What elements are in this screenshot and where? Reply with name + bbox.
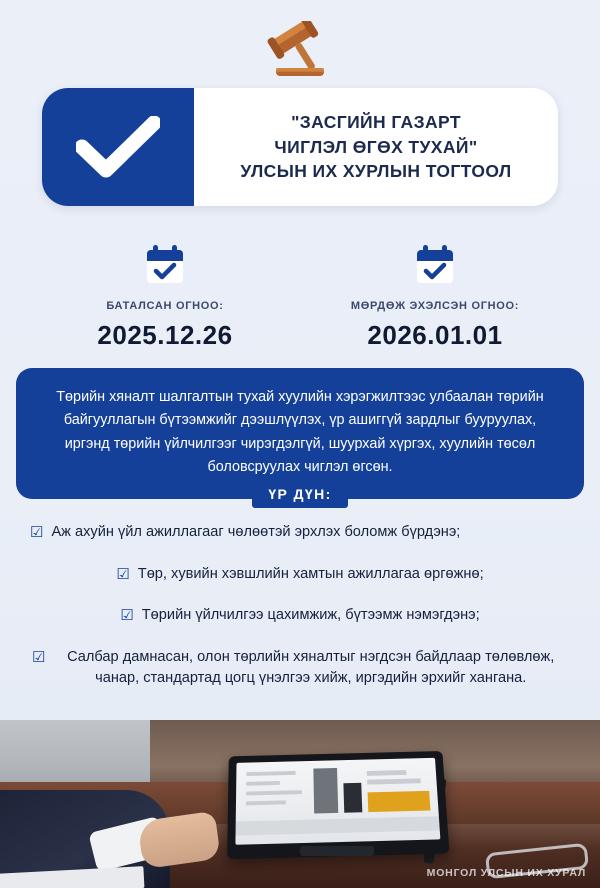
- checkbox-icon: ☑: [30, 524, 44, 541]
- date-approved-label: БАТАЛСАН ОГНОО:: [106, 300, 224, 312]
- date-effective-value: 2026.01.01: [367, 320, 503, 350]
- list-item-text: Төрийн үйлчилгээ цахимжиж, бүтээмж нэмэгдэнэ;: [141, 607, 480, 623]
- results-heading-label: ҮР ДҮН:: [252, 481, 347, 508]
- dates-row: [30, 244, 570, 351]
- title-line-2: ЧИГЛЭЛ ӨГӨХ ТУХАЙ": [274, 136, 478, 157]
- list-item-text: Төр, хувийн хэвшлийн хамтын ажиллагаа өргөжнө;: [137, 565, 484, 582]
- results-list: [24, 522, 576, 709]
- title-line-1: "ЗАСГИЙН ГАЗАРТ: [291, 111, 461, 132]
- title-line-3: УЛСЫН ИХ ХУРЛЫН ТОГТООЛ: [240, 161, 512, 182]
- results-heading: [0, 481, 600, 508]
- list-item-text: Салбар дамнасан, олон төрлийн хяналтыг нэгдсэн байдлаар төлөвлөж, чанар, стандартад цогц үнэлгээ хийж, иргэдийн эрхийг хангана.: [67, 648, 555, 687]
- date-approved-value: 2025.12.26: [97, 320, 233, 350]
- date-effective-label: МӨРДӨЖ ЭХЭЛСЭН ОГНОО:: [350, 300, 520, 312]
- gavel-icon: [263, 21, 337, 77]
- summary-text: Төрийн хяналт шалгалтын тухай хуулийн хэрэгжилтээс улбаалан төрийн байгууллагын бүтээмжийг дээшлүүлэх, үр ашиггүй зардлыг бууруулах, иргэнд төрийн үйлчилгээг чирэгдэлгүй, шуурхай хүргэх, хуулийн төсөл боловсруулах чиглэл өгсөн.: [56, 389, 544, 475]
- checkbox-icon: ☑: [116, 565, 130, 583]
- date-effective: [300, 244, 570, 351]
- list-item: [24, 605, 576, 628]
- watermark-text: МОНГОЛ УЛСЫН ИХ ХУРАЛ: [426, 867, 586, 879]
- check-mark-icon: [76, 116, 160, 178]
- photo-tablet-screen: [235, 758, 440, 845]
- checkbox-icon: ☑: [32, 648, 46, 666]
- gavel-icon-wrap: [0, 18, 600, 80]
- list-item: [24, 522, 576, 545]
- calendar-check-icon: [144, 244, 186, 286]
- list-item: [24, 564, 576, 587]
- checkbox-icon: ☑: [120, 607, 134, 624]
- list-item-text: Аж ахуйн үйл ажиллагааг чөлөөтэй эрхлэх боломж бүрдэнэ;: [51, 524, 461, 540]
- list-item: [24, 647, 576, 691]
- summary-band: [16, 368, 584, 499]
- photo-tablet: [227, 751, 449, 859]
- photo-tablet-stand: [300, 846, 374, 856]
- title-card: [42, 88, 558, 206]
- page-title: [194, 88, 558, 206]
- footer-photo: [0, 720, 600, 888]
- check-block: [42, 88, 194, 206]
- calendar-check-icon: [414, 244, 456, 286]
- date-approved: [30, 244, 300, 351]
